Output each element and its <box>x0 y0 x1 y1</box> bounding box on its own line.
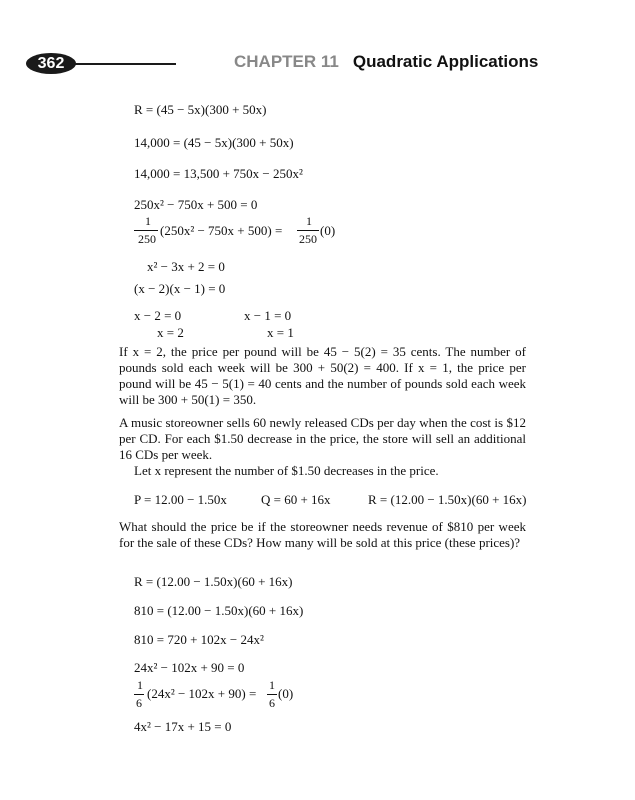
fraction-bar <box>134 230 158 231</box>
equation-line: 810 = (12.00 − 1.50x)(60 + 16x) <box>134 603 304 618</box>
equation-line: R = (45 − 5x)(300 + 50x) <box>134 102 267 117</box>
equation-line: x − 1 = 0 <box>244 308 292 323</box>
fraction-numerator: 1 <box>137 678 143 692</box>
header-rule <box>74 63 176 65</box>
equation-line: x² − 3x + 2 = 0 <box>147 259 225 274</box>
equation-line: 14,000 = (45 − 5x)(300 + 50x) <box>134 135 294 150</box>
chapter-heading <box>234 52 538 72</box>
fraction-numerator: 1 <box>145 214 151 228</box>
equation-line: x − 2 = 0 <box>134 308 182 323</box>
equation-line: 14,000 = 13,500 + 750x − 250x² <box>134 166 303 181</box>
fraction-bar <box>267 694 277 695</box>
body-paragraph: If x = 2, the price per pound will be 45 − 5(2) = 35 cents. The number of pounds sold each week will be 300 + 50(2) = 400. If x = 1, the price per pound will be 45 − 5(1) = 40 cents and the number of pounds sold each week will be 300 + 50(1) = 350. <box>119 344 526 407</box>
chapter-label: CHAPTER 11 <box>234 52 339 71</box>
equation-line: Q = 60 + 16x <box>261 492 331 507</box>
equation-line: P = 12.00 − 1.50x <box>134 492 227 507</box>
fraction-numerator: 1 <box>306 214 312 228</box>
body-paragraph: Let x represent the number of $1.50 decreases in the price. <box>134 463 439 478</box>
fraction-bar <box>297 230 319 231</box>
fraction-denominator: 250 <box>138 232 156 246</box>
fraction-denominator: 6 <box>269 696 275 710</box>
fraction-denominator: 6 <box>136 696 142 710</box>
fraction-numerator: 1 <box>269 678 275 692</box>
equation-line: x = 2 <box>157 325 184 340</box>
equation-line: 810 = 720 + 102x − 24x² <box>134 632 264 647</box>
equation-line: 24x² − 102x + 90 = 0 <box>134 660 245 675</box>
body-paragraph: A music storeowner sells 60 newly released CDs per day when the cost is $12 per CD. For each $1.50 decrease in the price, the store will sell an additional 16 CDs per week. <box>119 415 526 462</box>
fraction-bar <box>134 694 144 695</box>
equation-line: R = (12.00 − 1.50x)(60 + 16x) <box>134 574 293 589</box>
fraction-denominator: 250 <box>299 232 317 246</box>
equation-line: (x − 2)(x − 1) = 0 <box>134 281 226 296</box>
equation-line: (0) <box>278 686 294 701</box>
equation-line: x = 1 <box>267 325 294 340</box>
equation-line: (24x² − 102x + 90) = <box>147 686 257 701</box>
page-number-badge <box>26 53 76 74</box>
equation-line: 4x² − 17x + 15 = 0 <box>134 719 232 734</box>
equation-line: (0) <box>320 223 336 238</box>
equation-line: 250x² − 750x + 500 = 0 <box>134 197 258 212</box>
chapter-title: Quadratic Applications <box>352 52 539 71</box>
equation-line: (250x² − 750x + 500) = <box>160 223 283 238</box>
body-paragraph: What should the price be if the storeowner needs revenue of $810 per week for the sale of these CDs? How many will be sold at this price (these prices)? <box>119 519 526 550</box>
page-number: 362 <box>37 54 65 72</box>
equation-line: R = (12.00 − 1.50x)(60 + 16x) <box>368 492 527 507</box>
